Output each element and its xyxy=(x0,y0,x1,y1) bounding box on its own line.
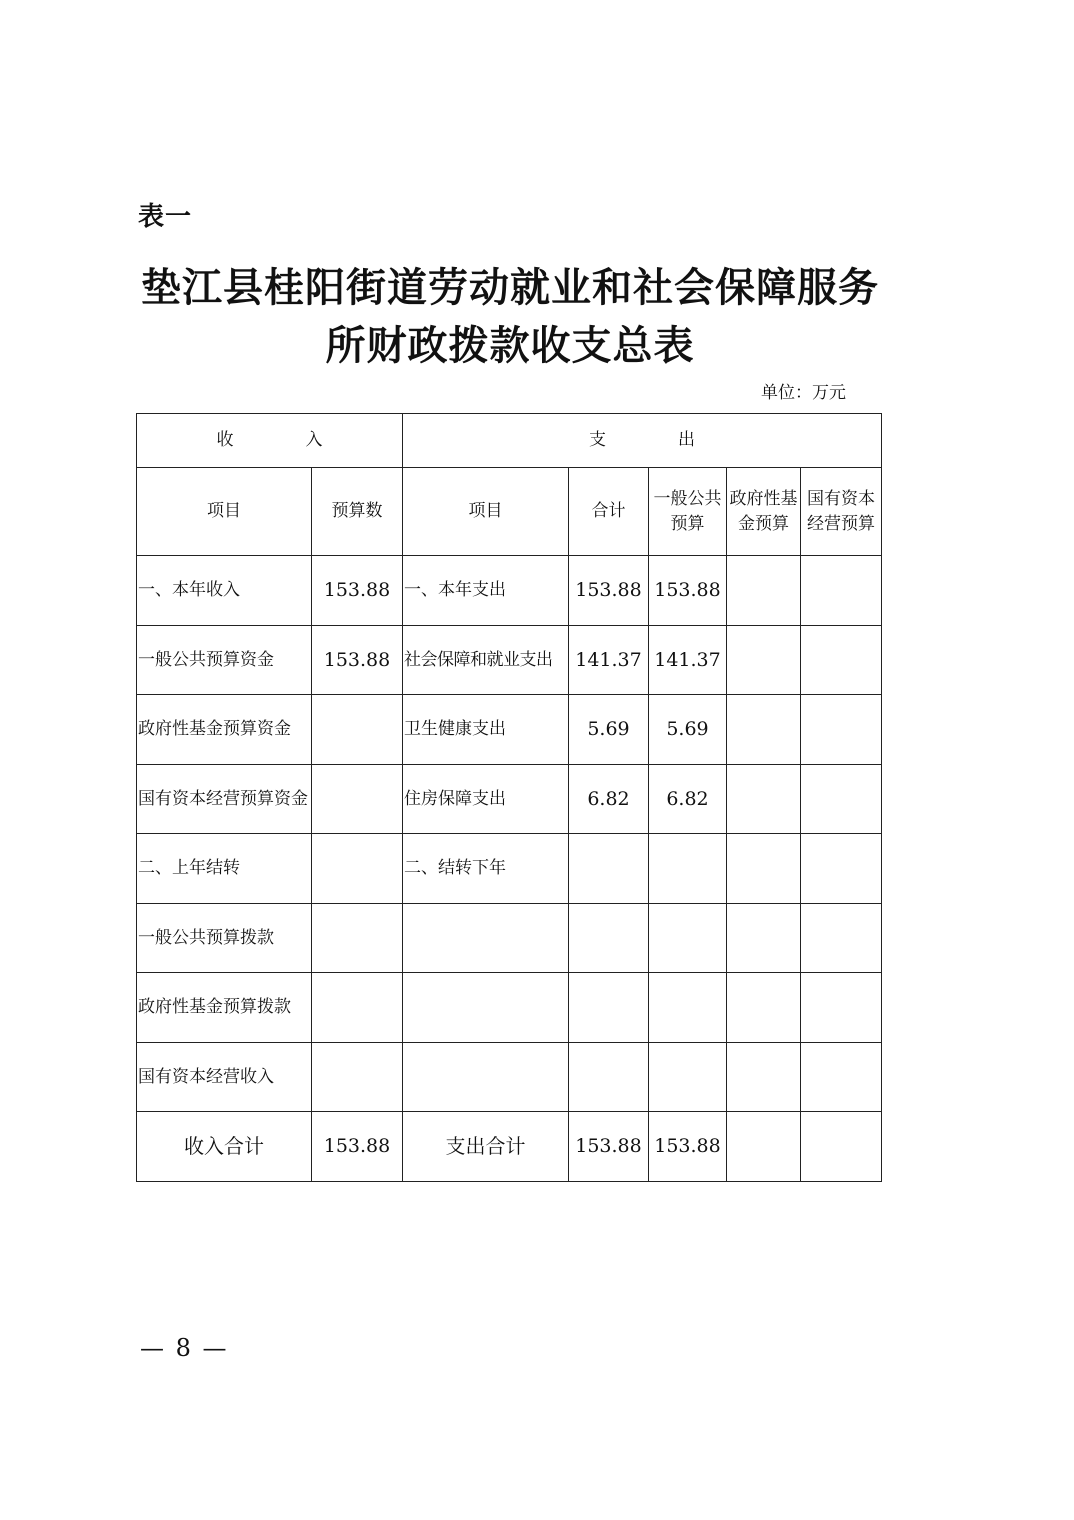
table-row xyxy=(137,834,882,904)
table-row xyxy=(137,695,882,765)
expense-total-general: 153.88 xyxy=(649,1112,727,1182)
income-item: 政府性基金预算拨款 xyxy=(137,973,312,1043)
income-budget-header: 预算数 xyxy=(312,468,403,556)
page-number: — 8 — xyxy=(140,1334,229,1362)
expense-total-capital xyxy=(801,1112,882,1182)
income-group-header xyxy=(137,414,403,468)
income-value xyxy=(312,904,403,973)
income-total-value: 153.88 xyxy=(312,1112,403,1182)
general-public-header: 一般公共预算 xyxy=(649,468,727,556)
expense-group-header xyxy=(403,414,882,468)
income-value xyxy=(312,834,403,904)
expense-total-label: 支出合计 xyxy=(403,1112,569,1182)
totals-row xyxy=(137,1112,882,1182)
expense-general xyxy=(649,834,727,904)
expense-capital xyxy=(801,765,882,834)
total-header: 合计 xyxy=(569,468,649,556)
expense-total xyxy=(569,904,649,973)
expense-total: 5.69 xyxy=(569,695,649,765)
table-row xyxy=(137,904,882,973)
income-item: 国有资本经营收入 xyxy=(137,1043,312,1112)
income-item: 一般公共预算拨款 xyxy=(137,904,312,973)
expense-general xyxy=(649,904,727,973)
expense-fund xyxy=(727,626,801,695)
page-title-line-2: 所财政拨款收支总表 xyxy=(325,322,695,369)
expense-capital xyxy=(801,973,882,1043)
table-row xyxy=(137,556,882,626)
expense-total-sum: 153.88 xyxy=(569,1112,649,1182)
income-item-header: 项目 xyxy=(137,468,312,556)
expense-fund xyxy=(727,695,801,765)
expense-total-fund xyxy=(727,1112,801,1182)
column-header-row xyxy=(137,468,882,556)
expense-capital xyxy=(801,556,882,626)
expense-general xyxy=(649,973,727,1043)
income-item: 政府性基金预算资金 xyxy=(137,695,312,765)
expense-item: 住房保障支出 xyxy=(403,765,569,834)
income-value: 153.88 xyxy=(312,626,403,695)
expense-general: 153.88 xyxy=(649,556,727,626)
income-value xyxy=(312,973,403,1043)
income-group-char-2: 入 xyxy=(305,430,323,450)
income-value xyxy=(312,695,403,765)
income-value: 153.88 xyxy=(312,556,403,626)
expense-fund xyxy=(727,556,801,626)
expense-total xyxy=(569,1043,649,1112)
income-total-label: 收入合计 xyxy=(137,1112,312,1182)
table-row xyxy=(137,973,882,1043)
expense-fund xyxy=(727,973,801,1043)
expense-item xyxy=(403,1043,569,1112)
expense-total: 6.82 xyxy=(569,765,649,834)
income-item: 国有资本经营预算资金 xyxy=(137,765,312,834)
expense-group-char-1: 支 xyxy=(589,430,606,450)
page-title-line-1: 垫江县桂阳街道劳动就业和社会保障服务 xyxy=(141,264,879,311)
unit-label: 单位：万元 xyxy=(761,383,846,403)
expense-item: 二、结转下年 xyxy=(403,834,569,904)
expense-fund xyxy=(727,904,801,973)
expense-total xyxy=(569,973,649,1043)
expense-general xyxy=(649,1043,727,1112)
budget-summary-table xyxy=(136,413,882,1182)
expense-capital xyxy=(801,695,882,765)
expense-general: 141.37 xyxy=(649,626,727,695)
income-item: 二、上年结转 xyxy=(137,834,312,904)
table-row xyxy=(137,765,882,834)
income-item: 一、本年收入 xyxy=(137,556,312,626)
table-label: 表一 xyxy=(138,202,193,232)
expense-total xyxy=(569,834,649,904)
expense-item: 社会保障和就业支出 xyxy=(403,626,569,695)
group-header-row xyxy=(137,414,882,468)
expense-general: 6.82 xyxy=(649,765,727,834)
expense-item: 一、本年支出 xyxy=(403,556,569,626)
expense-item xyxy=(403,904,569,973)
expense-item: 卫生健康支出 xyxy=(403,695,569,765)
expense-capital xyxy=(801,626,882,695)
expense-total: 153.88 xyxy=(569,556,649,626)
expense-fund xyxy=(727,834,801,904)
expense-fund xyxy=(727,1043,801,1112)
gov-fund-header: 政府性基金预算 xyxy=(727,468,801,556)
income-item: 一般公共预算资金 xyxy=(137,626,312,695)
expense-item xyxy=(403,973,569,1043)
expense-group-char-2: 出 xyxy=(678,430,695,450)
expense-total: 141.37 xyxy=(569,626,649,695)
expense-general: 5.69 xyxy=(649,695,727,765)
expense-fund xyxy=(727,765,801,834)
expense-capital xyxy=(801,834,882,904)
expense-capital xyxy=(801,1043,882,1112)
table-row xyxy=(137,1043,882,1112)
table-row xyxy=(137,626,882,695)
income-group-char-1: 收 xyxy=(216,430,234,450)
state-capital-header: 国有资本经营预算 xyxy=(801,468,882,556)
expense-capital xyxy=(801,904,882,973)
expense-item-header: 项目 xyxy=(403,468,569,556)
income-value xyxy=(312,1043,403,1112)
income-value xyxy=(312,765,403,834)
